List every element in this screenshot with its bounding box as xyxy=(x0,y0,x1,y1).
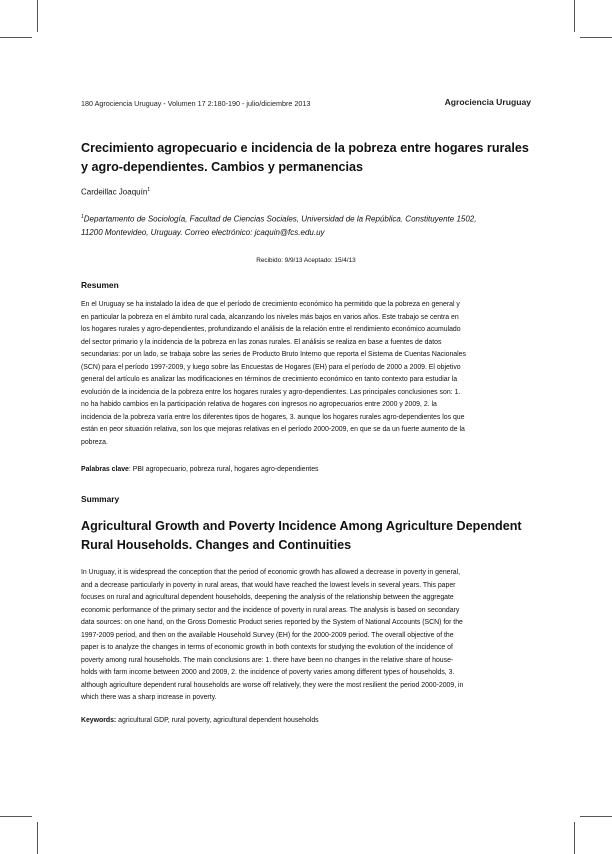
text-line: and a decrease particularly in poverty in rural areas, that would have reached the lowest levels in several years. This paper xyxy=(81,581,456,589)
text-line: En el Uruguay se ha instalado la idea de que el período de crecimiento económico ha permitido que la pobreza en general y xyxy=(81,301,460,308)
palabras-clave-label: Palabras clave xyxy=(81,466,129,473)
affiliation-line: $^1$Departamento de Sociología, Facultad de Ciencias Sociales, Universidad de la República. Constituyente 1502, xyxy=(81,214,477,224)
text-line: In Uruguay, it is widespread the conception that the period of economic growth has allowed a decrease in poverty in general, xyxy=(81,569,461,576)
text-line: general del artículo es analizar las modificaciones en términos de crecimiento económico en tanto contexto para estudiar la xyxy=(81,376,458,383)
keywords-text: agricultural GDP, rural poverty, agricultural dependent households xyxy=(116,717,319,724)
text-line: paper is to analyze the changes in terms of economic growth in both contexts for studying the evolution of the incidence of xyxy=(81,644,453,651)
affiliation xyxy=(81,211,541,239)
crop-mark xyxy=(37,0,38,32)
text-line: (SCN) para el período 1997-2009, y luego sobre las Encuestas de Hogares (EH) para el período de 2000 a 2009. El objetivo xyxy=(81,363,461,371)
crop-mark xyxy=(580,37,612,38)
text-line: although agriculture dependent rural households are worse off relatively, they were the most resilient the period 2000-2009, in xyxy=(81,681,464,689)
text-line: no ha habido cambios en la participación relativa de hogares con ingresos no agropecuarios entre 2000 y 2009, 2. la xyxy=(81,401,437,408)
author xyxy=(81,187,150,197)
text-line: incidencia de la pobreza varía entre los diferentes tipos de hogares, 3. aunque los hogares rurales agro-dependientes los que xyxy=(81,413,465,421)
crop-mark xyxy=(37,822,38,854)
title-line: y agro-dependientes. Cambios y permanencias xyxy=(81,160,364,174)
author-name: Cardeillac Joaquín xyxy=(81,187,148,197)
text-line: los hogares rurales y agro-dependientes, profundizando el análisis de la relación entre el rendimiento económico acumulado xyxy=(81,326,461,333)
text-line: están en peor situación relativa, son los que mejoras relativas en el período 2000-2009, en que se da un fuerte aumento de la xyxy=(81,426,465,433)
text-line: secundarias: por un lado, se trabaja sobre las series de Producto Bruto Interno que reporta el Sistema de Cuentas Nacionales xyxy=(81,351,466,358)
running-header xyxy=(81,97,531,109)
affiliation-line: 11200 Montevideo, Uruguay. Correo electrónico: jcaquin@fcs.edu.uy xyxy=(81,227,325,237)
text-line: holds with farm income between 2000 and 2009, 2. the incidence of poverty varies among different types of households, 3. xyxy=(81,669,455,676)
author-sup: 1 xyxy=(147,187,151,193)
crop-mark xyxy=(0,816,32,817)
title-line: Rural Households. Changes and Continuities xyxy=(81,538,352,552)
crop-mark xyxy=(0,37,32,38)
text-line: poverty among rural households. The main conclusions are: 1. there have been no changes in the relative share of house- xyxy=(81,656,454,664)
crop-mark xyxy=(574,0,575,32)
article-title-en xyxy=(81,517,537,555)
resumen-body xyxy=(81,299,541,449)
text-line: pobreza. xyxy=(81,438,108,446)
affiliation-sup: 1 xyxy=(81,214,84,220)
text-line: economic performance of the primary sector and the incidence of poverty in rural areas. The analysis is based on secondary xyxy=(81,606,460,614)
keywords-label: Keywords: xyxy=(81,717,117,724)
text-line: focuses on rural and agricultural dependent households, deepening the analysis of the relationship between the aggregate xyxy=(81,594,454,601)
palabras-clave-text: : PBI agropecuario, pobreza rural, hogares agro-dependientes xyxy=(128,466,319,473)
palabras-clave xyxy=(81,466,319,473)
received-accepted-dates: Recibido: 9/9/13 Aceptado: 15/4/13 xyxy=(256,257,356,264)
text-line: 1997-2009 period, and then on the available Household Survey (EH) for the 2000-2009 period. The overall objective of the xyxy=(81,631,454,639)
summary-body xyxy=(81,567,541,705)
title-line: Agricultural Growth and Poverty Incidence Among Agriculture Dependent xyxy=(81,519,522,533)
article-title-es xyxy=(81,139,537,177)
summary-heading: Summary xyxy=(81,494,120,504)
crop-mark xyxy=(580,816,612,817)
header-journal: Agrociencia Uruguay xyxy=(444,97,531,107)
crop-mark xyxy=(574,822,575,854)
header-citation: 180 Agrociencia Uruguay - Volumen 17 2:180-190 - julio/diciembre 2013 xyxy=(81,99,311,108)
text-line: evolución de la incidencia de la pobreza entre los hogares rurales y agro-dependientes. Las principales conclusiones son: 1. xyxy=(81,388,461,396)
text-line: data sources: on one hand, on the Gross Domestic Product series reported by the System of National Accounts (SCN) for the xyxy=(81,619,463,626)
text-line: en particular la pobreza en el ámbito rural cada, alcanzando los niveles más bajos en varios años. Este trabajo se centra en xyxy=(81,313,459,321)
text-line: del sector primario y la incidencia de la pobreza en las zonas rurales. El análisis se realiza en base a fuentes de datos xyxy=(81,338,442,346)
title-line: Crecimiento agropecuario e incidencia de la pobreza entre hogares rurales xyxy=(81,141,529,155)
keywords xyxy=(81,717,319,724)
resumen-heading: Resumen xyxy=(81,280,119,290)
text-line: which there was a sharp increase in poverty. xyxy=(81,694,217,701)
